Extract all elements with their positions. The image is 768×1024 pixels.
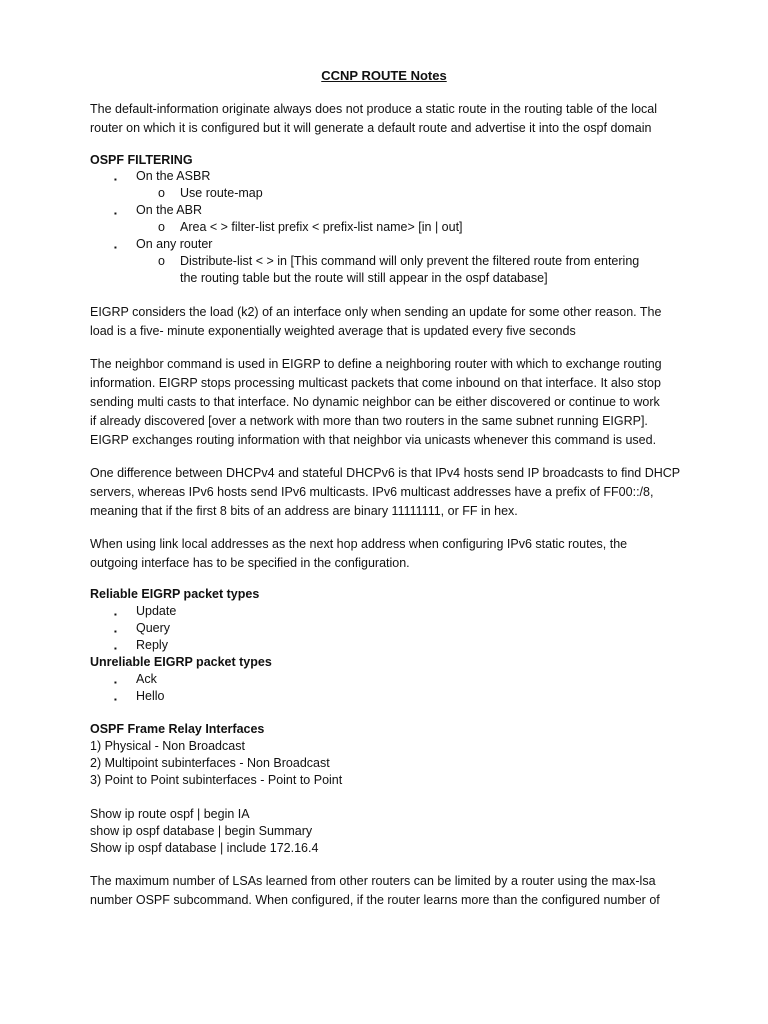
text-line: number OSPF subcommand. When configured, if the router learns more than the configured number of <box>90 893 660 907</box>
text-line: 3) Point to Point subinterfaces - Point to Point <box>90 773 343 787</box>
sub-bullet-icon: o <box>158 254 165 268</box>
page-title: CCNP ROUTE Notes <box>321 68 447 83</box>
sub-list-item: Distribute-list < > in [This command will only prevent the filtered route from entering <box>180 254 640 268</box>
sub-list-item: the routing table but the route will still appear in the ospf database] <box>180 271 548 285</box>
paragraph-default-information <box>90 100 690 138</box>
text-line: servers, whereas IPv6 hosts send IPv6 multicasts. IPv6 multicast addresses have a prefix of FF00::/8, <box>90 485 654 499</box>
list-item: Hello <box>136 689 165 703</box>
bullet-icon: ▪ <box>114 243 117 252</box>
list-item: Update <box>136 604 177 618</box>
bullet-icon: ▪ <box>114 175 117 184</box>
sub-bullet-icon: o <box>158 220 165 234</box>
text-line: EIGRP considers the load (k2) of an interface only when sending an update for some other reason. The <box>90 305 662 319</box>
paragraph-link-local <box>90 535 690 573</box>
ospf-filtering-section <box>90 152 690 292</box>
text-line: Show ip route ospf | begin IA <box>90 807 250 821</box>
text-line: The maximum number of LSAs learned from other routers can be limited by a router using the max-lsa <box>90 874 656 888</box>
text-line: 1) Physical - Non Broadcast <box>90 739 245 753</box>
bullet-icon: ▪ <box>114 678 117 687</box>
text-line: The default-information originate always does not produce a static route in the routing table of the local <box>90 102 658 116</box>
text-line: meaning that if the first 8 bits of an address are binary 11111111, or FF in hex. <box>90 504 518 518</box>
list-item: Reply <box>136 638 168 652</box>
section-heading: Reliable EIGRP packet types <box>90 587 260 601</box>
paragraph-neighbor-command <box>90 355 690 450</box>
list-item: On any router <box>136 237 213 251</box>
list-item: On the ASBR <box>136 169 211 183</box>
section-heading: OSPF Frame Relay Interfaces <box>90 722 265 736</box>
show-commands-section <box>90 806 690 857</box>
sub-list-item: Use route-map <box>180 186 263 200</box>
text-line: EIGRP exchanges routing information with that neighbor via unicasts whenever this command is used. <box>90 433 657 447</box>
text-line: show ip ospf database | begin Summary <box>90 824 313 838</box>
text-line: load is a five- minute exponentially weighted average that is updated every five seconds <box>90 324 576 338</box>
text-line: When using link local addresses as the next hop address when configuring IPv6 static routes, the <box>90 537 628 551</box>
frame-relay-section <box>90 721 690 789</box>
bullet-icon: ▪ <box>114 627 117 636</box>
sub-bullet-icon: o <box>158 186 165 200</box>
text-line: sending multi casts to that interface. No dynamic neighbor can be either discovered or continue to work <box>90 395 660 409</box>
text-line: outgoing interface has to be specified in the configuration. <box>90 556 410 570</box>
text-line: if already discovered [over a network with more than two routers in the same subnet running EIGRP]. <box>90 414 648 428</box>
bullet-icon: ▪ <box>114 644 117 653</box>
bullet-icon: ▪ <box>114 695 117 704</box>
paragraph-eigrp-load <box>90 303 690 341</box>
list-item: Ack <box>136 672 157 686</box>
section-heading: OSPF FILTERING <box>90 153 193 167</box>
paragraph-dhcp <box>90 464 690 521</box>
sub-list-item: Area < > filter-list prefix < prefix-list name> [in | out] <box>180 220 463 234</box>
eigrp-packet-types-section <box>90 586 690 711</box>
bullet-icon: ▪ <box>114 610 117 619</box>
text-line: Show ip ospf database | include 172.16.4 <box>90 841 319 855</box>
text-line: 2) Multipoint subinterfaces - Non Broadcast <box>90 756 330 770</box>
paragraph-max-lsa <box>90 872 690 910</box>
text-line: The neighbor command is used in EIGRP to define a neighboring router with which to exchange routing <box>90 357 662 371</box>
text-line: information. EIGRP stops processing multicast packets that come inbound on that interface. It also stop <box>90 376 661 390</box>
section-heading: Unreliable EIGRP packet types <box>90 655 272 669</box>
text-line: One difference between DHCPv4 and stateful DHCPv6 is that IPv4 hosts send IP broadcasts to find DHCP <box>90 466 681 480</box>
bullet-icon: ▪ <box>114 209 117 218</box>
text-line: router on which it is configured but it will generate a default route and advertise it into the ospf domain <box>90 121 652 135</box>
list-item: On the ABR <box>136 203 203 217</box>
list-item: Query <box>136 621 171 635</box>
